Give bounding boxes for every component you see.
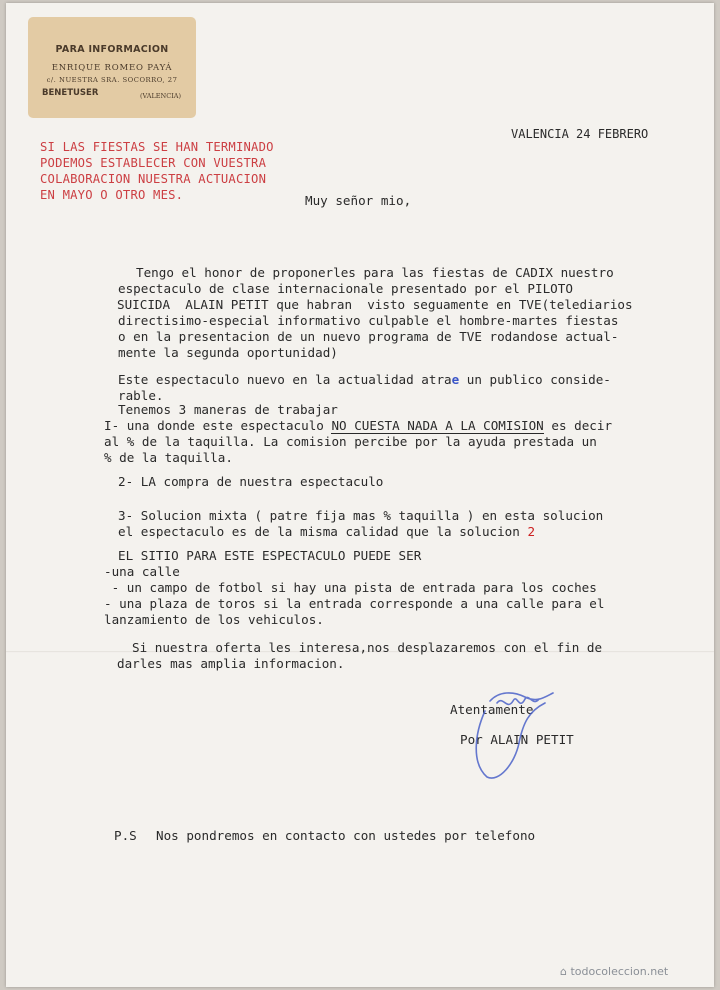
stamp-province: (VALENCIA) bbox=[140, 92, 182, 100]
red-note-line: EN MAYO O OTRO MES. bbox=[40, 188, 184, 202]
postscript-label: P.S bbox=[114, 828, 137, 843]
option-1-suffix: es decir bbox=[543, 418, 613, 433]
option-1-line: % de la taquilla. bbox=[104, 450, 233, 465]
options-heading: Tenemos 3 maneras de trabajar bbox=[118, 402, 338, 417]
option-3-text: el espectaculo es de la misma calidad que la solucion bbox=[118, 524, 528, 539]
venue-line: - un campo de fotbol si hay una pista de entrada para los coches bbox=[104, 580, 597, 595]
paragraph-line bbox=[118, 372, 611, 387]
handwritten-correction: e bbox=[451, 372, 460, 387]
stamp-address: c/. NUESTRA SRA. SOCORRO, 27 bbox=[46, 76, 178, 84]
option-1-underlined: NO CUESTA NADA A LA COMISION bbox=[331, 418, 544, 433]
handwritten-signature bbox=[455, 683, 585, 783]
paragraph-line: rable. bbox=[118, 388, 164, 403]
red-note-line: PODEMOS ESTABLECER CON VUESTRA bbox=[40, 156, 267, 170]
paragraph-text: un publico conside- bbox=[459, 372, 611, 387]
venue-line: - una plaza de toros si la entrada corresponde a una calle para el bbox=[104, 596, 605, 611]
venue-line: lanzamiento de los vehiculos. bbox=[104, 612, 324, 627]
watermark: ⌂ todocoleccion.net bbox=[560, 965, 669, 978]
option-1-line bbox=[104, 418, 612, 433]
letter-date: VALENCIA 24 FEBRERO bbox=[511, 127, 649, 141]
venue-line: -una calle bbox=[104, 564, 180, 579]
closing-line: darles mas amplia informacion. bbox=[117, 656, 345, 671]
salutation: Muy señor mio, bbox=[305, 193, 412, 208]
intro-line: mente la segunda oportunidad) bbox=[118, 345, 338, 360]
paragraph-text: Este espectaculo nuevo en la actualidad atra bbox=[118, 372, 452, 387]
option-1-prefix: I- una donde este espectaculo bbox=[104, 418, 332, 433]
stamp-name: ENRIQUE ROMEO PAYÁ bbox=[51, 63, 173, 73]
option-1-line: al % de la taquilla. La comision percibe por la ayuda prestada un bbox=[104, 434, 597, 449]
intro-line: o en la presentacion de un nuevo programa de TVE rodandose actual- bbox=[118, 329, 619, 344]
intro-line: SUICIDA ALAIN PETIT que habran visto seguamente en TVE(telediarios bbox=[117, 297, 633, 312]
option-2-line: 2- LA compra de nuestra espectaculo bbox=[118, 474, 384, 489]
venue-line: EL SITIO PARA ESTE ESPECTACULO PUEDE SER bbox=[118, 548, 422, 563]
postscript-text: Nos pondremos en contacto con ustedes por telefono bbox=[156, 828, 536, 843]
signed-by: Por ALAIN PETIT bbox=[460, 732, 574, 747]
intro-line: Tengo el honor de proponerles para las fiestas de CADIX nuestro bbox=[136, 265, 614, 280]
intro-line: directisimo-especial informativo culpable el hombre-martes fiestas bbox=[118, 313, 619, 328]
option-3-line bbox=[118, 524, 535, 539]
watermark-text: todocoleccion.net bbox=[570, 965, 669, 978]
stamp-title: PARA INFORMACION bbox=[55, 44, 169, 55]
handwritten-number: 2 bbox=[527, 524, 536, 539]
stamp-town: BENETUSER bbox=[42, 88, 99, 98]
option-3-line: 3- Solucion mixta ( patre fija mas % taquilla ) en esta solucion bbox=[118, 508, 604, 523]
closing-line: Si nuestra oferta les interesa,nos desplazaremos con el fin de bbox=[132, 640, 603, 655]
sign-off: Atentamente bbox=[450, 702, 534, 717]
address-stamp bbox=[28, 17, 196, 118]
intro-line: espectaculo de clase internacionale presentado por el PILOTO bbox=[118, 281, 573, 296]
red-note-line: COLABORACION NUESTRA ACTUACION bbox=[40, 172, 267, 186]
red-note-line: SI LAS FIESTAS SE HAN TERMINADO bbox=[40, 140, 274, 154]
